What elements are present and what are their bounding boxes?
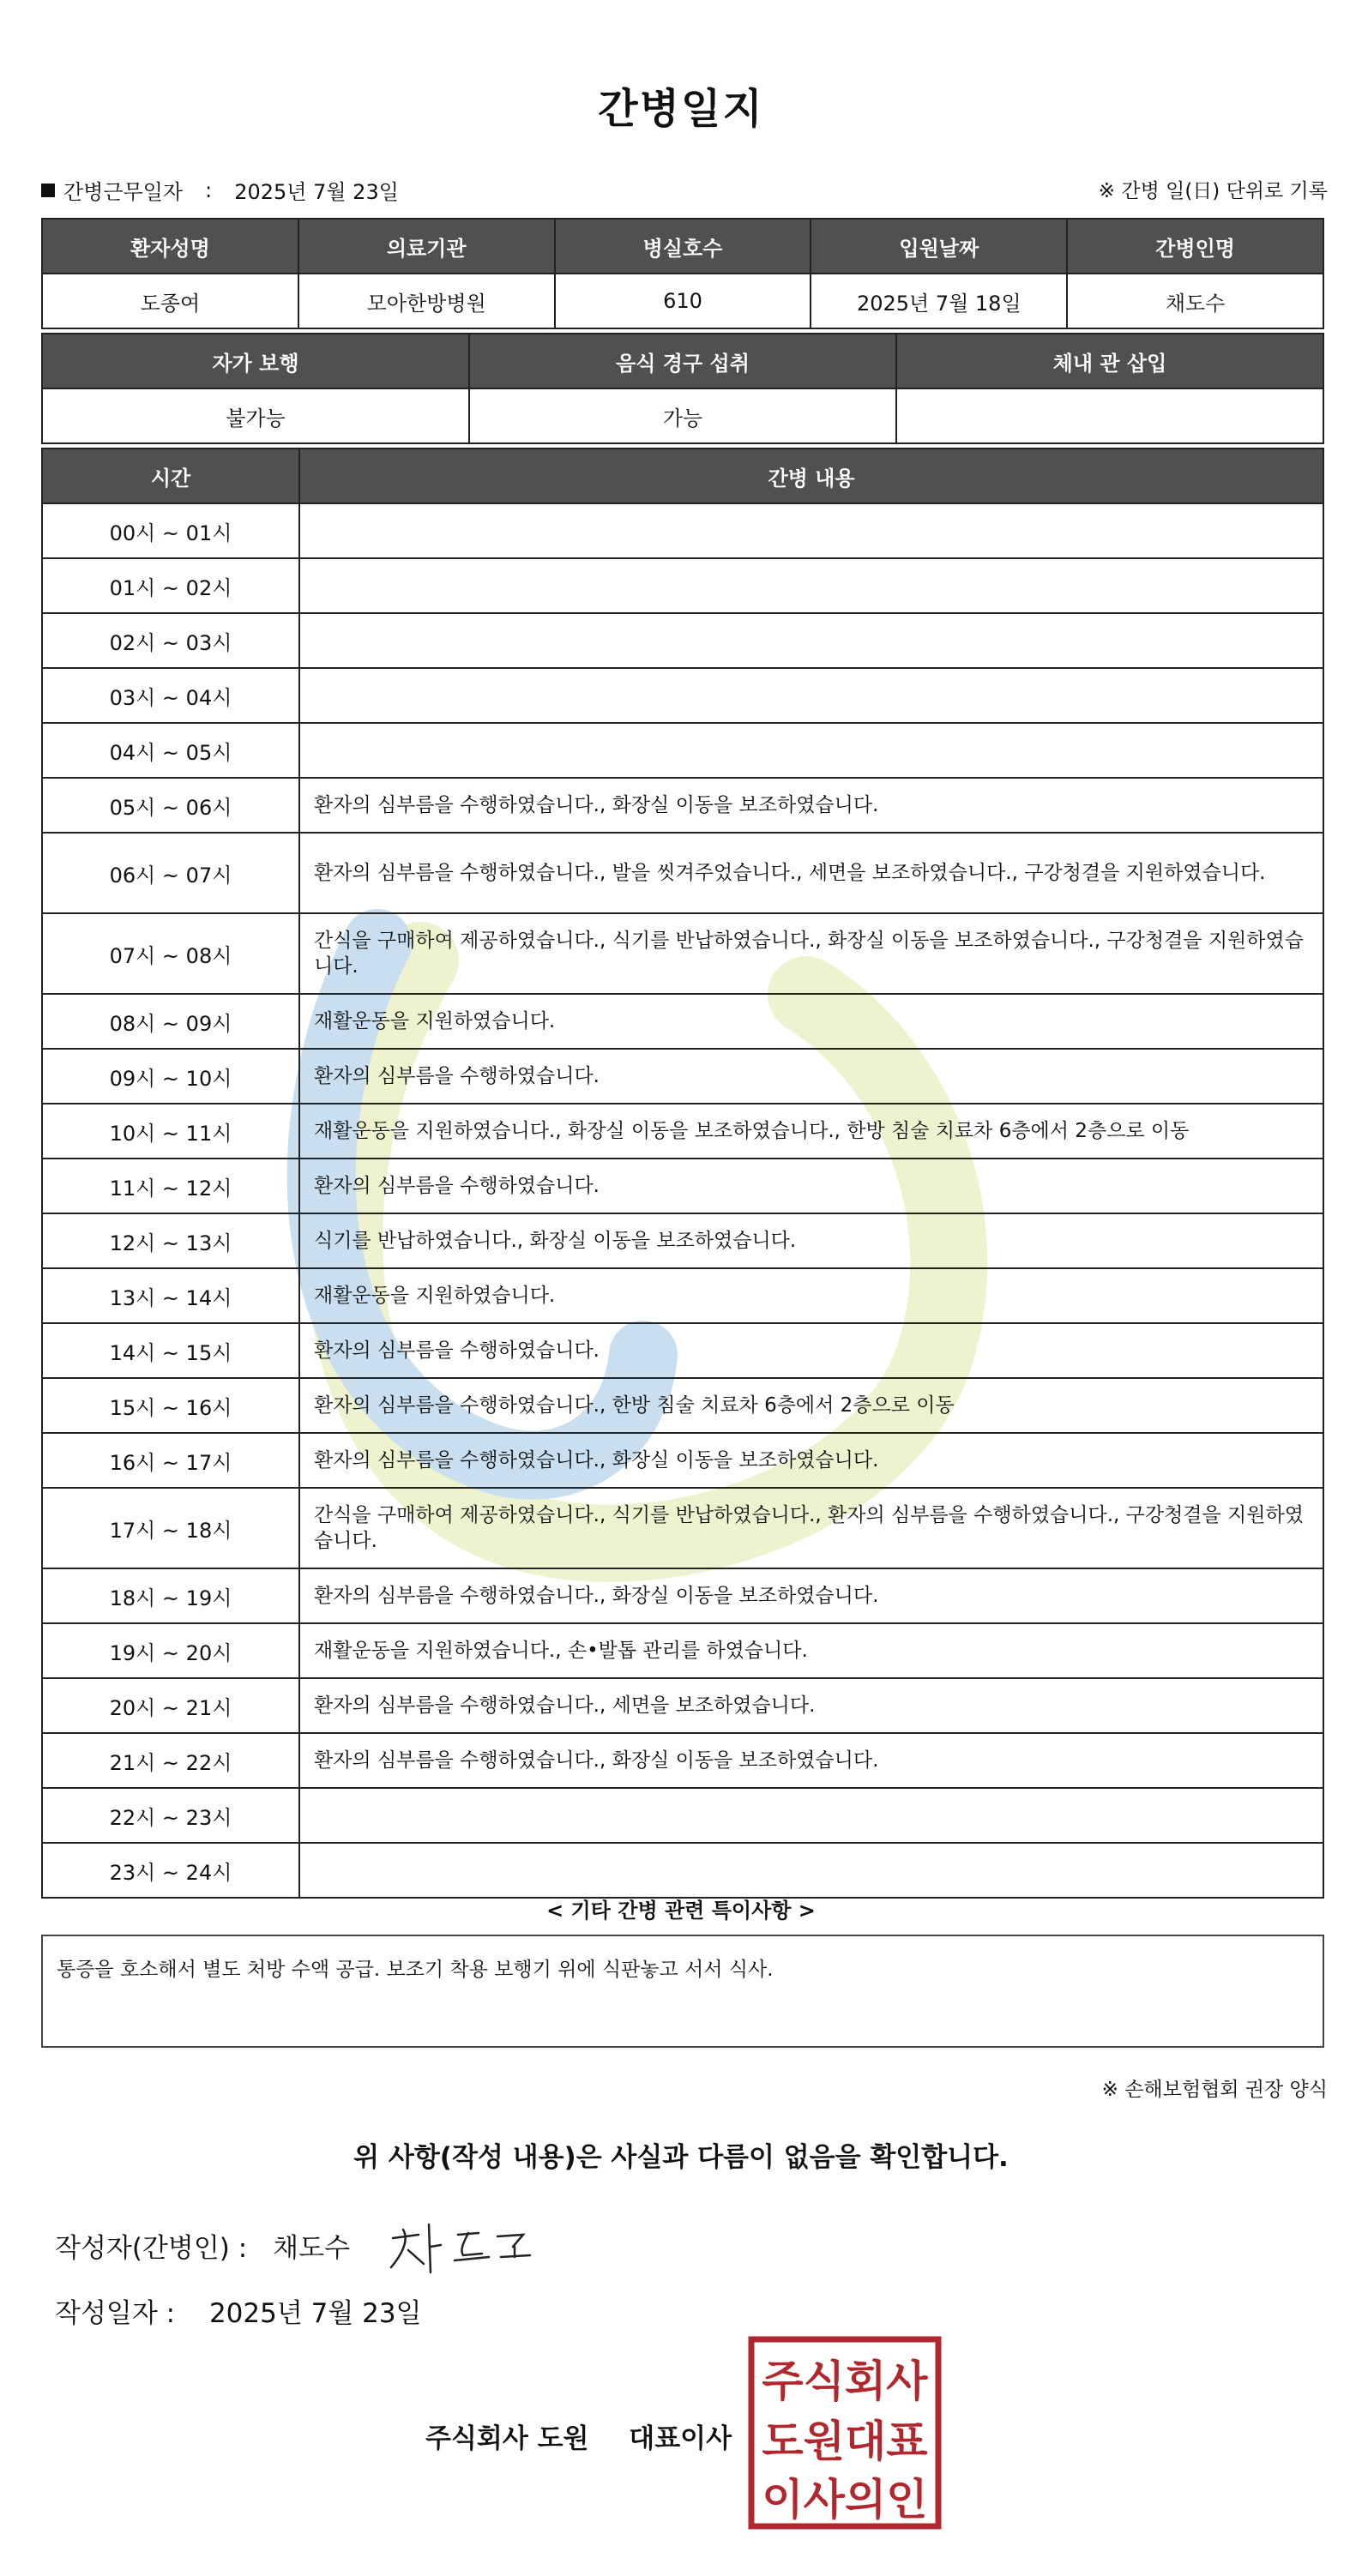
written-date-value: 2025년 7월 23일	[208, 2298, 422, 2329]
special-notes-box	[41, 1935, 1324, 2048]
representative-title: 대표이사	[629, 2423, 732, 2454]
patient-name: 도종여	[42, 274, 298, 328]
log-time: 13시 ~ 14시	[42, 1268, 299, 1323]
table-row	[42, 913, 1323, 994]
header-patient-name: 환자성명	[42, 219, 298, 274]
hospital-name: 모아한방병원	[298, 274, 555, 328]
log-time: 23시 ~ 24시	[42, 1843, 299, 1898]
table-header-row	[42, 448, 1323, 503]
table-row	[42, 1213, 1323, 1268]
table-row	[42, 1788, 1323, 1843]
log-content: 환자의 심부름을 수행하였습니다., 화장실 이동을 보조하였습니다.	[299, 778, 1323, 833]
room-number: 610	[555, 274, 811, 328]
log-content	[299, 723, 1323, 778]
log-content: 환자의 심부름을 수행하였습니다., 발을 씻겨주었습니다., 세면을 보조하였습니다., 구강청결을 지원하였습니다.	[299, 833, 1323, 913]
header-admission-date: 입원날짜	[811, 219, 1067, 274]
table-row	[42, 994, 1323, 1049]
table-row	[42, 1568, 1323, 1623]
care-log-body	[42, 503, 1323, 1898]
table-row	[42, 1843, 1323, 1898]
company-name: 주식회사 도원	[425, 2423, 589, 2454]
header-time: 시간	[42, 448, 299, 503]
table-row	[42, 613, 1323, 668]
log-content: 환자의 심부름을 수행하였습니다., 화장실 이동을 보조하였습니다.	[299, 1433, 1323, 1488]
log-content	[299, 668, 1323, 723]
walking-status: 불가능	[42, 388, 469, 443]
header-walking: 자가 보행	[42, 334, 469, 388]
log-content: 환자의 심부름을 수행하였습니다., 화장실 이동을 보조하였습니다.	[299, 1733, 1323, 1788]
log-content: 재활운동을 지원하였습니다.	[299, 994, 1323, 1049]
log-content: 재활운동을 지원하였습니다., 화장실 이동을 보조하였습니다., 한방 침술 치료차 6층에서 2층으로 이동	[299, 1104, 1323, 1159]
bullet-square-icon	[41, 184, 55, 197]
table-row	[42, 558, 1323, 613]
log-content: 환자의 심부름을 수행하였습니다., 화장실 이동을 보조하였습니다.	[299, 1568, 1323, 1623]
log-time: 20시 ~ 21시	[42, 1678, 299, 1733]
header-hospital: 의료기관	[298, 219, 555, 274]
log-time: 11시 ~ 12시	[42, 1159, 299, 1213]
writer-line	[55, 2226, 350, 2265]
written-date	[55, 2291, 422, 2330]
header-tube: 체내 관 삽입	[896, 334, 1323, 388]
log-content: 환자의 심부름을 수행하였습니다.	[299, 1323, 1323, 1378]
log-time: 01시 ~ 02시	[42, 558, 299, 613]
log-time: 03시 ~ 04시	[42, 668, 299, 723]
table-row	[42, 1049, 1323, 1104]
tube-status	[896, 388, 1323, 443]
work-date	[41, 175, 399, 205]
special-notes-title: < 기타 간병 관련 특이사항 >	[546, 1899, 816, 1923]
log-time: 12시 ~ 13시	[42, 1213, 299, 1268]
special-notes-text: 통증을 호소해서 별도 처방 수액 공급. 보조기 착용 보행기 위에 식판놓고 서서 식사.	[57, 1959, 774, 1981]
log-time: 07시 ~ 08시	[42, 913, 299, 994]
table-row	[42, 1678, 1323, 1733]
table-row	[42, 668, 1323, 723]
svg-text:도원대표: 도원대표	[762, 2417, 928, 2466]
log-content: 환자의 심부름을 수행하였습니다., 세면을 보조하였습니다.	[299, 1678, 1323, 1733]
work-date-value: 2025년 7월 23일	[234, 180, 399, 204]
log-content	[299, 503, 1323, 558]
work-date-label: 간병근무일자	[63, 180, 184, 204]
writer-name: 채도수	[273, 2233, 351, 2264]
table-row	[42, 833, 1323, 913]
table-row	[42, 1378, 1323, 1433]
writer-label: 작성자(간병인) :	[55, 2233, 248, 2264]
table-row	[42, 1733, 1323, 1788]
log-time: 17시 ~ 18시	[42, 1488, 299, 1568]
table-row	[42, 1623, 1323, 1678]
log-time: 10시 ~ 11시	[42, 1104, 299, 1159]
log-time: 21시 ~ 22시	[42, 1733, 299, 1788]
recommend-note: ※ 손해보험협회 권장 양식	[1101, 2079, 1328, 2101]
log-content: 환자의 심부름을 수행하였습니다.	[299, 1049, 1323, 1104]
log-time: 02시 ~ 03시	[42, 613, 299, 668]
patient-info-table	[41, 218, 1324, 329]
table-header-row	[42, 219, 1323, 274]
table-row	[42, 1323, 1323, 1378]
svg-text:이사의인: 이사의인	[762, 2475, 928, 2525]
log-time: 09시 ~ 10시	[42, 1049, 299, 1104]
log-content	[299, 1843, 1323, 1898]
log-content: 재활운동을 지원하였습니다., 손•발톱 관리를 하였습니다.	[299, 1623, 1323, 1678]
confirmation-statement: 위 사항(작성 내용)은 사실과 다름이 없음을 확인합니다.	[353, 2142, 1009, 2173]
table-row	[42, 274, 1323, 328]
log-content	[299, 1788, 1323, 1843]
log-time: 00시 ~ 01시	[42, 503, 299, 558]
header-caregiver: 간병인명	[1067, 219, 1323, 274]
log-time: 04시 ~ 05시	[42, 723, 299, 778]
log-time: 22시 ~ 23시	[42, 1788, 299, 1843]
admission-date: 2025년 7월 18일	[811, 274, 1067, 328]
header-oral-intake: 음식 경구 섭취	[469, 334, 896, 388]
log-time: 15시 ~ 16시	[42, 1378, 299, 1433]
table-row	[42, 503, 1323, 558]
table-header-row	[42, 334, 1323, 388]
log-time: 05시 ~ 06시	[42, 778, 299, 833]
oral-intake-status: 가능	[469, 388, 896, 443]
table-row	[42, 1268, 1323, 1323]
table-row	[42, 778, 1323, 833]
log-time: 14시 ~ 15시	[42, 1323, 299, 1378]
header-room: 병실호수	[555, 219, 811, 274]
table-row	[42, 1488, 1323, 1568]
log-content: 재활운동을 지원하였습니다.	[299, 1268, 1323, 1323]
patient-status-table	[41, 333, 1324, 444]
care-log-table	[41, 448, 1324, 1899]
caregiver-name: 채도수	[1067, 274, 1323, 328]
log-content: 간식을 구매하여 제공하였습니다., 식기를 반납하였습니다., 환자의 심부름을 수행하였습니다., 구강청결을 지원하였습니다.	[299, 1488, 1323, 1568]
log-time: 06시 ~ 07시	[42, 833, 299, 913]
log-time: 16시 ~ 17시	[42, 1433, 299, 1488]
table-row	[42, 1104, 1323, 1159]
log-content	[299, 613, 1323, 668]
log-time: 18시 ~ 19시	[42, 1568, 299, 1623]
handwritten-signature	[384, 2212, 539, 2278]
table-row	[42, 723, 1323, 778]
log-content: 간식을 구매하여 제공하였습니다., 식기를 반납하였습니다., 화장실 이동을 보조하였습니다., 구강청결을 지원하였습니다.	[299, 913, 1323, 994]
company-seal-stamp	[748, 2336, 942, 2530]
log-time: 19시 ~ 20시	[42, 1623, 299, 1678]
log-content: 환자의 심부름을 수행하였습니다.	[299, 1159, 1323, 1213]
table-row	[42, 1433, 1323, 1488]
company-line	[425, 2417, 732, 2455]
table-row	[42, 388, 1323, 443]
unit-note: ※ 간병 일(日) 단위로 기록	[1098, 180, 1328, 202]
table-row	[42, 1159, 1323, 1213]
header-care-content: 간병 내용	[299, 448, 1323, 503]
log-content: 환자의 심부름을 수행하였습니다., 한방 침술 치료차 6층에서 2층으로 이동	[299, 1378, 1323, 1433]
log-content: 식기를 반납하였습니다., 화장실 이동을 보조하였습니다.	[299, 1213, 1323, 1268]
document-title: 간병일지	[598, 85, 764, 133]
written-date-label: 작성일자 :	[55, 2298, 176, 2329]
svg-text:주식회사: 주식회사	[762, 2356, 928, 2406]
log-time: 08시 ~ 09시	[42, 994, 299, 1049]
log-content	[299, 558, 1323, 613]
work-date-separator: :	[205, 178, 213, 202]
